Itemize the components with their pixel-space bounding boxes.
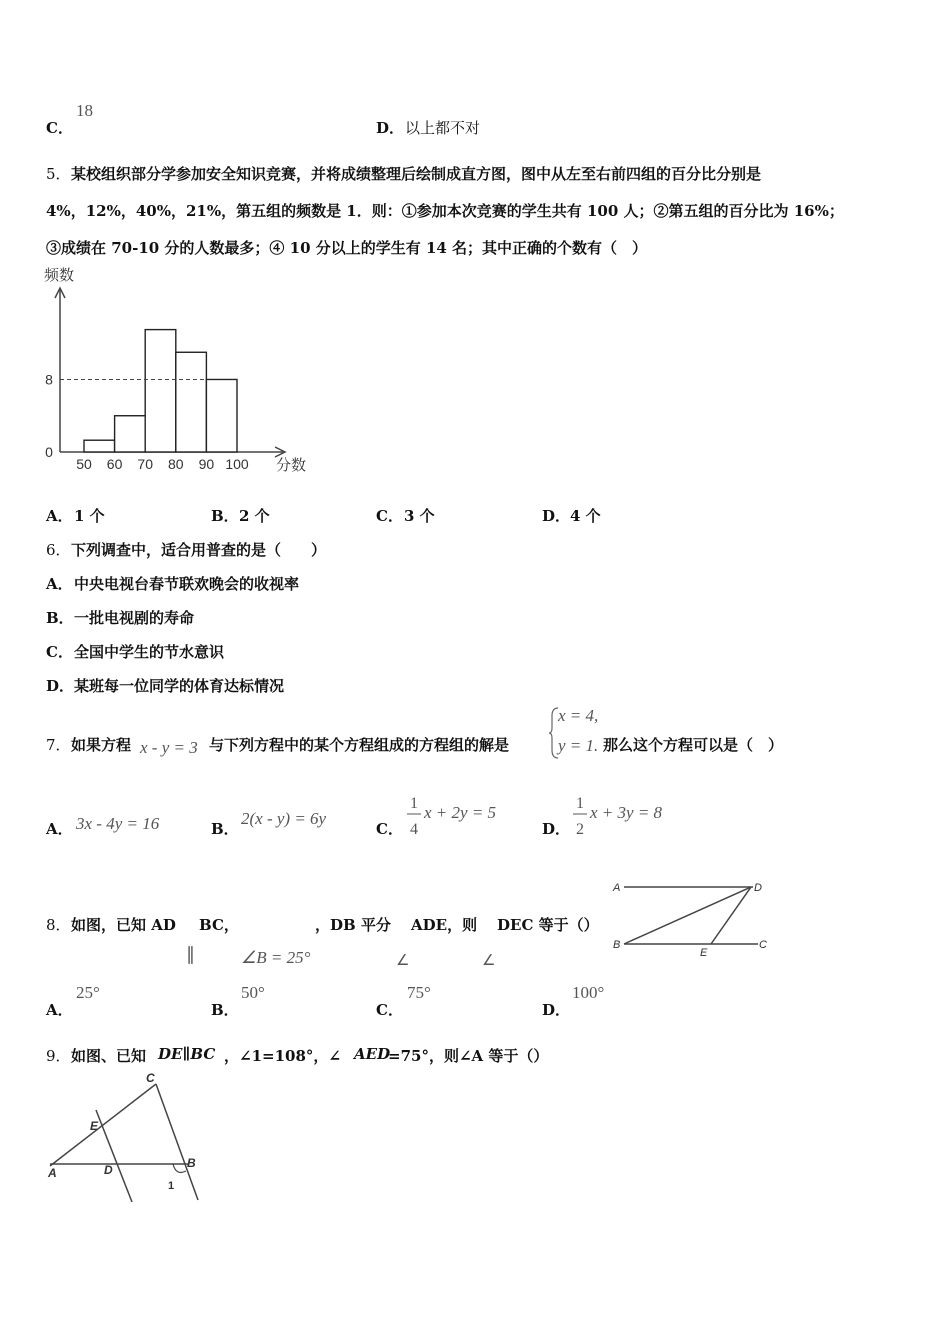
histogram-bar-50-60 [84, 440, 115, 452]
q7-option-c-fraction [405, 792, 423, 838]
q8-text2: BC， [199, 916, 239, 934]
q5-option-a-label: A． [46, 507, 73, 525]
q6-stem: 下列调查中，适合用普查的是（ ） [71, 541, 327, 559]
q6-option-b-text: 一批电视剧的寿命 [74, 609, 195, 627]
chart-ylabel: 频数 [44, 267, 75, 284]
q9-fig-label-e: E [90, 1119, 99, 1133]
svg-text:4: 4 [410, 821, 418, 838]
x-tick-label: 50 [76, 456, 92, 472]
q6-option-a-text: 中央电视台春节联欢晚会的收视率 [74, 575, 300, 593]
q5-option-b-text: 2 个 [239, 507, 270, 525]
q5-number: 5． [46, 165, 71, 183]
q5-option-a-text: 1 个 [74, 507, 105, 525]
q7-option-d-text: x + 3y = 8 [590, 803, 663, 822]
q9-text-d: AED [354, 1045, 391, 1063]
q6-option-d-text: 某班每一位同学的体育达标情况 [74, 677, 285, 695]
q7-number: 7． [46, 736, 71, 754]
q6-option-b-label: B． [46, 609, 74, 627]
q9-figure [40, 1070, 220, 1206]
q9-text-c: ，∠1=108°，∠ [224, 1047, 341, 1065]
q8-text3: ，DB 平分 [315, 916, 391, 934]
q9-fig-label-d: D [104, 1163, 113, 1177]
histogram-bar-80-90 [176, 352, 207, 452]
q7-equation: x - y = 3 [140, 738, 198, 757]
q5-line1: 某校组织部分学参加安全知识竞赛，并将成绩整理后绘制成直方图，图中从左至右前四组的百分比分别是 [71, 165, 762, 183]
q8-angle-symbol-2: ∠ [482, 953, 496, 969]
q4-option-d-label: D． [376, 119, 405, 137]
q5-option-d-text: 4 个 [570, 507, 601, 525]
x-tick-label: 80 [168, 456, 184, 472]
q8-option-d-text: 100° [572, 983, 605, 1002]
q7-text-part2: 与下列方程中的某个方程组成的方程组的解是 [209, 736, 510, 754]
q8-fig-label-b: B [613, 939, 621, 951]
q7-option-b-label: B． [211, 820, 239, 838]
q8-option-d-label: D． [542, 1001, 571, 1019]
q7-option-a-label: A． [46, 820, 73, 838]
q7-system-line1: x = 4, [558, 706, 599, 725]
chart-xlabel: 分数 [276, 457, 307, 474]
q7-option-a-text: 3x - 4y = 16 [76, 814, 160, 833]
q6-option-d-label: D． [46, 677, 75, 695]
q8-parallel-symbol: ∥ [186, 944, 195, 964]
q7-option-c-text: x + 2y = 5 [424, 803, 497, 822]
q8-fig-label-d: D [754, 882, 762, 894]
svg-text:2: 2 [576, 821, 584, 838]
q7-option-d-label: D． [542, 820, 571, 838]
q5-line3: ③成绩在 70-10 分的人数最多；④ 10 分以上的学生有 14 名；其中正确的个数有（ ） [46, 239, 648, 257]
y-tick-label: 8 [45, 371, 53, 388]
q8-fig-label-c: C [759, 939, 767, 951]
q7-option-c-label: C． [376, 820, 403, 838]
q9-number: 9． [46, 1047, 71, 1065]
q8-option-b-text: 50° [241, 983, 265, 1002]
x-tick-label: 100 [225, 456, 249, 472]
q5-option-d-label: D． [542, 507, 571, 525]
q9-text-a: 如图、已知 [71, 1047, 147, 1065]
q8-text5: DEC 等于（） [497, 916, 599, 934]
q6-option-c-label: C． [46, 643, 73, 661]
q9-fig-label-1: 1 [168, 1180, 175, 1192]
q4-option-d-text: 以上都不对 [405, 119, 481, 137]
q5-line2: 4%，12%，40%，21%，第五组的频数是 1．则：①参加本次竞赛的学生共有 100 人；②第五组的百分比为 16%； [46, 202, 844, 220]
x-tick-label: 90 [198, 456, 215, 472]
histogram-bar-90-100 [206, 379, 237, 452]
q5-option-c-text: 3 个 [404, 507, 435, 525]
q9-fig-label-a: A [48, 1166, 57, 1180]
q9-text-b: DE∥BC [158, 1045, 216, 1063]
q7-system-line2: y = 1. [558, 736, 599, 755]
q6-number: 6． [46, 541, 71, 559]
q8-option-b-label: B． [211, 1001, 239, 1019]
svg-text:1: 1 [576, 795, 584, 812]
q7-text-part3: 那么这个方程可以是（ ） [603, 736, 784, 754]
q6-option-c-text: 全国中学生的节水意识 [74, 643, 225, 661]
q8-angle-b: ∠B = 25° [241, 948, 311, 967]
x-tick-label: 70 [137, 456, 153, 472]
q8-number: 8． [46, 916, 71, 934]
q8-fig-label-a: A [613, 882, 621, 894]
q9-text-e: =75°，则∠A 等于（） [388, 1047, 549, 1065]
q8-option-c-label: C． [376, 1001, 403, 1019]
q8-text1: 如图，已知 AD [71, 916, 176, 934]
q5-option-c-label: C． [376, 507, 403, 525]
q8-fig-label-e: E [700, 947, 708, 959]
q8-option-c-text: 75° [407, 983, 431, 1002]
svg-text:1: 1 [410, 795, 418, 812]
q8-angle-symbol-1: ∠ [396, 953, 410, 969]
x-tick-label: 60 [106, 456, 123, 472]
q4-option-c-value: 18 [76, 101, 93, 120]
y-tick-label: 0 [45, 444, 53, 460]
histogram-bar-60-70 [115, 416, 146, 452]
q8-figure [608, 874, 778, 964]
histogram-bar-70-80 [145, 330, 176, 452]
q6-option-a-label: A． [46, 575, 73, 593]
histogram-chart [38, 262, 328, 478]
q7-option-d-fraction [571, 792, 589, 838]
q8-text4: ADE，则 [411, 916, 478, 934]
q8-option-a-label: A． [46, 1001, 73, 1019]
q9-fig-label-b: B [187, 1156, 196, 1170]
q7-option-b-text: 2(x - y) = 6y [241, 809, 327, 828]
q5-option-b-label: B． [211, 507, 239, 525]
q8-option-a-text: 25° [76, 983, 100, 1002]
q4-option-c-label: C． [46, 119, 73, 137]
q9-fig-label-c: C [146, 1071, 155, 1085]
q7-text-part1: 如果方程 [71, 736, 132, 754]
